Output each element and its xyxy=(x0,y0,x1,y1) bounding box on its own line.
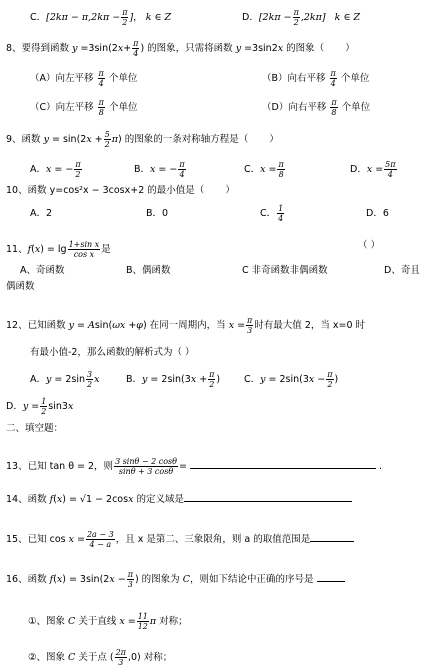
section-title: 二、填空题： xyxy=(6,423,64,434)
q9-option-b: B．x = − $\frac{\pi}{4}$ xyxy=(134,160,185,179)
q8-option-a: （A）向左平移 $\frac{\pi}{4}$ 个单位 xyxy=(30,69,138,88)
q14: 14、函数 f(x) = √1 − 2cosx 的定义域是 xyxy=(6,494,352,506)
q7-option-d: D．[2kπ − $\frac{\pi}{2}$ ,2kπ] k ∈ Z xyxy=(242,8,361,27)
q9-option-a: A．x = − $\frac{\pi}{2}$ xyxy=(30,160,81,179)
q11-option-b: B、偶函数 xyxy=(126,265,171,276)
q12-stem-cont: 有最小值-2，那么函数的解析式为（ ） xyxy=(30,347,195,358)
q7-option-c: C．[2kπ − π,2kπ − $\frac{\pi}{2}$ ]， k ∈ Z xyxy=(30,8,172,27)
q11-option-d-cont: 偶函数 xyxy=(6,281,35,292)
q11-option-d: D、奇且 xyxy=(384,265,420,276)
q10-stem: 10、函数 y=cos²x − 3cosx+2 的最小值是（ ） xyxy=(6,185,235,196)
q11-stem: 11、f(x) = lg $\frac{\text{1+sin x}}{\text{cos x}}$ 是 xyxy=(6,240,111,259)
q10-option-d: D．6 xyxy=(366,208,389,219)
q12-option-c: C．y = 2sin(3x − $\frac{\pi}{2}$ ) xyxy=(244,370,339,389)
q8-option-c: （C）向左平移 $\frac{\pi}{8}$ 个单位 xyxy=(30,98,138,117)
q11-option-a: A、奇函数 xyxy=(20,265,65,276)
q8-option-b: （B）向右平移 $\frac{\pi}{4}$ 个单位 xyxy=(262,69,370,88)
q8-stem: 8、要得到函数 y =3sin(2x+ $\frac{\pi}{4}$ ) 的图象，只需将函数 y =3sin2x 的图象（ ） xyxy=(6,39,355,58)
q15: 15、已知 cos x = $\frac{2a - 3}{4 - a}$ ，且 x 是第二、三象限角，则 a 的取值范围是 xyxy=(6,530,354,549)
q12-option-a: A．y = 2sin $\frac{3}{2}$ x xyxy=(30,370,100,389)
q8-option-d: （D）向右平移 $\frac{\pi}{8}$ 个单位 xyxy=(262,98,371,117)
q9-option-c: C．x = $\frac{\pi}{8}$ xyxy=(244,160,284,179)
q12-option-d: D．y = $\frac{1}{2}$ sin3x xyxy=(6,397,74,416)
q11-option-c: C 非奇函数非偶函数 xyxy=(242,265,328,276)
q12-option-b: B．y = 2sin(3x + $\frac{\pi}{2}$ ) xyxy=(126,370,221,389)
q11-paren: （ ） xyxy=(358,240,381,251)
q16-item-1: ①、图象 C 关于直线 x = $\frac{11}{12}$ π 对称； xyxy=(28,612,188,631)
q10-option-c: C． $\frac{1}{4}$ xyxy=(260,204,284,223)
q16-stem: 16、函数 f(x) = 3sin(2x − $\frac{\pi}{3}$ ) 的图象为 C，则如下结论中正确的序号是 xyxy=(6,570,345,589)
q13: 13、已知 tan θ = 2，则 $\frac{3 \sin\theta - 2 \cos\theta}{\sin\theta + 3 \cos\theta}$ = . xyxy=(6,457,382,476)
q9-stem: 9、函数 y = sin(2x + $\frac{5}{2}$ π) 的图象的一条对称轴方程是（ ） xyxy=(6,130,279,149)
q12-stem: 12、已知函数 y = Asin(ωx +φ) 在同一周期内，当 x = $\frac{\pi}{3}$ 时有最大值 2，当 x=0 时 xyxy=(6,316,366,335)
q10-option-b: B．0 xyxy=(146,208,169,219)
q9-option-d: D．x = $\frac{5\pi}{4}$ xyxy=(350,160,396,179)
q16-item-2: ②、图象 C 关于点 ( $\frac{2\pi}{3}$ ,0) 对称； xyxy=(28,648,173,667)
q10-option-a: A．2 xyxy=(30,208,53,219)
